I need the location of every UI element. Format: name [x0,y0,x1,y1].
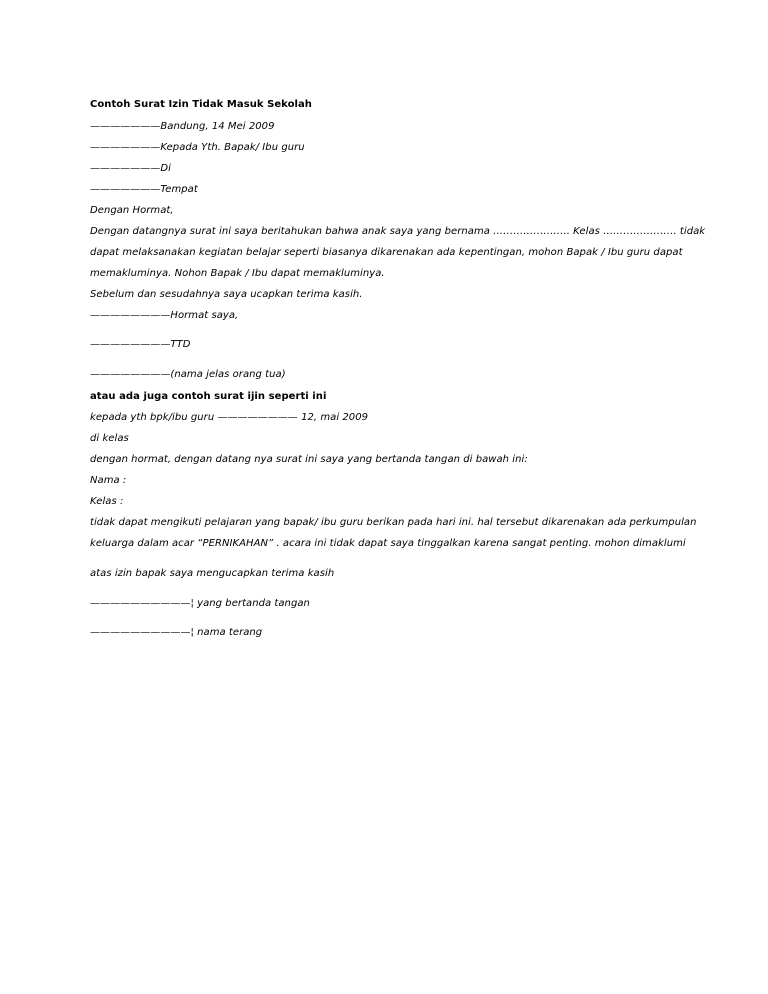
letter2-signature: ——————————¦ yang bertanda tangan [90,598,310,609]
letter1-date-line: ———————Bandung, 14 Mei 2009 [90,121,275,132]
letter1-signature: ————————TTD [90,339,191,350]
letter1-place-line: ———————Tempat [90,184,198,195]
letter1-to-line: ———————Kepada Yth. Bapak/ Ibu guru [90,142,305,153]
letter1-di-line: ———————Di [90,163,171,174]
letter2-name: ——————————¦ nama terang [90,627,263,638]
letter1-body-line-1: Dengan datangnya surat ini saya beritahukan bahwa anak saya yang bernama ………………….. Kelas …………………. tidak [90,226,706,237]
letter1-body-line-3: memakluminya. Nohon Bapak / Ibu dapat memakluminya. [90,268,385,279]
letter2-class-field: Kelas : [90,496,124,507]
letter2-closing: atas izin bapak saya mengucapkan terima kasih [90,568,335,579]
letter2-name-field: Nama : [90,475,127,486]
document-subtitle: atau ada juga contoh surat ijin seperti ini [90,391,327,402]
letter1-regards: ————————Hormat saya, [90,310,239,321]
letter2-body-line-2: keluarga dalam acar “PERNIKAHAN” . acara ini tidak dapat saya tinggalkan karena sangat penting. mohon dimaklumi [90,538,686,549]
letter2-to-line: kepada yth bpk/ibu guru ———————— 12, mai 2009 [90,412,369,423]
letter2-place: di kelas [90,433,129,444]
letter2-opening: dengan hormat, dengan datang nya surat ini saya yang bertanda tangan di bawah ini: [90,454,528,465]
letter1-body-line-2: dapat melaksanakan kegiatan belajar seperti biasanya dikarenakan ada kepentingan, mohon Bapak / Ibu guru dapat [90,247,683,258]
letter1-greeting: Dengan Hormat, [90,205,174,216]
document-title: Contoh Surat Izin Tidak Masuk Sekolah [90,99,312,110]
letter1-closing: Sebelum dan sesudahnya saya ucapkan terima kasih. [90,289,363,300]
letter1-name: ————————(nama jelas orang tua) [90,369,286,380]
letter2-body-line-1: tidak dapat mengikuti pelajaran yang bapak/ ibu guru berikan pada hari ini. hal tersebut dikarenakan ada perkumpulan [90,517,697,528]
